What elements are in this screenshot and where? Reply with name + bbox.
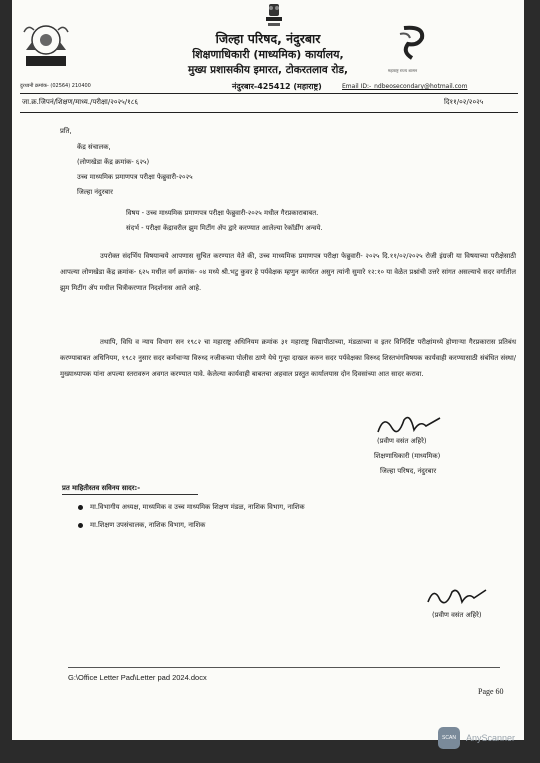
header-divider — [20, 93, 518, 94]
signature-icon — [424, 584, 490, 610]
copy-to-item: मा.विभागीय अध्यक्ष, माध्यमिक व उच्च माध्यमिक शिक्षण मंडळ, नाशिक विभाग, नाशिक — [90, 503, 305, 511]
recipient-line: केंद्र संचालक, — [77, 143, 111, 151]
scanner-watermark — [438, 727, 515, 749]
office-title: जिल्हा परिषद, नंदुरबार — [215, 31, 321, 46]
logo-caption: महाराष्ट्र राज्य शासन — [388, 68, 418, 73]
office-department: शिक्षणाधिकारी (माध्यमिक) कार्यालय, — [192, 48, 344, 61]
recipient-line: उच्च माध्यमिक प्रमाणपत्र परीक्षा फेब्रुवारी-२०२५ — [77, 173, 193, 181]
state-emblem-icon — [263, 2, 285, 30]
bullet-icon — [78, 523, 83, 528]
document-path: G:\Office Letter Pad\Letter pad 2024.docx — [68, 673, 207, 682]
signatory-designation: शिक्षणाधिकारी (माध्यमिक) — [374, 452, 441, 460]
signatory-office: जिल्हा परिषद, नंदुरबार — [380, 467, 437, 475]
body-paragraph: तथापि, विधि व न्याय विभाग सन १९८२ चा महाराष्ट्र अधिनियम क्रमांक ३१ महाराष्ट्र विद्यापीठाच्या, मंडळाच्या व इतर विनिर्दिष्ट परीक्षांमध्ये होणाऱ्या गैरप्रकारास प्रतिबंध करण्याबाबत अधिनियम, १९८२ नुसार सदर कर्मचाऱ्या विरुध्द नजीकच्या पोलीस ठाणे येथे गुन्हा दाखल करुन सदर पर्यवेक्षका विरुध्द शिस्तभंगविषयक कार्यवाही करण्यासाठी संबंधित संस्था/ मुख्याध्यापक यांना अपल्या स्तरावरुन अवगत करण्यात यावे. केलेल्या कार्यवाही बाबतचा अहवाल प्रस्तुत कार्यालयास दोन दिवसांच्या आत सादर करावा. — [60, 338, 516, 378]
copy-to-title: प्रत माहितीस्तव सविनय सादर:- — [62, 484, 141, 492]
list-item — [78, 502, 305, 511]
office-address: मुख्य प्रशासकीय इमारत, टोकरतलाव रोड, — [187, 64, 348, 76]
body-paragraph: उपरोक्त संदर्भिय विषयान्वये आपणास सुचित करण्यात येते की, उच्च माध्यमिक प्रमाणपत्र परीक्षा फेब्रुवारी- २०२५ दि.११/०२/२०२५ रोजी इंग्रजी या विषयाच्या परीक्षेसाठी आपल्या लोणखेडा केंद्र क्रमांक- ६२५ मधील वर्ग क्रमांक- ०४ मध्ये श्री.भटु कुवर हे पर्यवेक्षक म्हणुन कार्यरत असुन त्यांनी सुमारे १२:१० या वेळेत प्रश्नांची उत्तरे सांगत असल्याचे सदर वर्गातील झुम मिटींग ॲप मधील चित्रीकरणात निदर्शनास आले आहे. — [60, 252, 516, 292]
reference-divider — [20, 112, 518, 113]
footer-divider — [68, 667, 500, 668]
office-pincode: नंदुरबार-425412 (महाराष्ट्र) — [232, 82, 322, 91]
recipient-line: जिल्हा नंदुरबार — [77, 188, 113, 196]
salutation: प्रति, — [60, 127, 72, 135]
reference-number: जा.क्र.जिपनं/शिक्षण/माध्य./परीक्षा/२०२५/१८६ — [22, 98, 139, 106]
page-number: Page 60 — [478, 687, 504, 696]
scanner-app-label: AnyScanner — [466, 733, 516, 743]
list-item — [78, 520, 205, 529]
office-email: Email ID:-_ndbeosecondary@hotmail.com — [342, 83, 468, 90]
letter-sheet — [12, 0, 524, 740]
recipient-line: (लोणखेडा केंद्र क्रमांक- ६२५) — [77, 158, 150, 166]
copy-to-underline — [62, 494, 198, 495]
signatory-name: (प्रवीण वसंत अहिरे) — [377, 437, 427, 445]
letter-reference: संदर्भ - परीक्षा केंद्रावरील झुम मिटींग ॲप द्वारे करण्यात आलेल्या रेकॉर्डींग अन्वये. — [126, 224, 323, 232]
scanner-app-icon: SCAN — [438, 727, 460, 749]
signatory-name-repeat: (प्रवीण वसंत अहिरे) — [432, 611, 482, 619]
copy-to-item: मा.शिक्षण उपसंचालक, नाशिक विभाग, नाशिक — [90, 521, 206, 529]
letter-date: दि११/०२/२०२५ — [444, 98, 484, 106]
office-phone: दुरध्वनी क्रमांक- (02564) 210400 — [20, 83, 91, 89]
bullet-icon — [78, 505, 83, 510]
letter-subject: विषय - उच्च माध्यमिक प्रमाणपत्र परीक्षा फेब्रुवारी-२०२५ मधील गैरप्रकाराबाबत. — [126, 209, 319, 217]
